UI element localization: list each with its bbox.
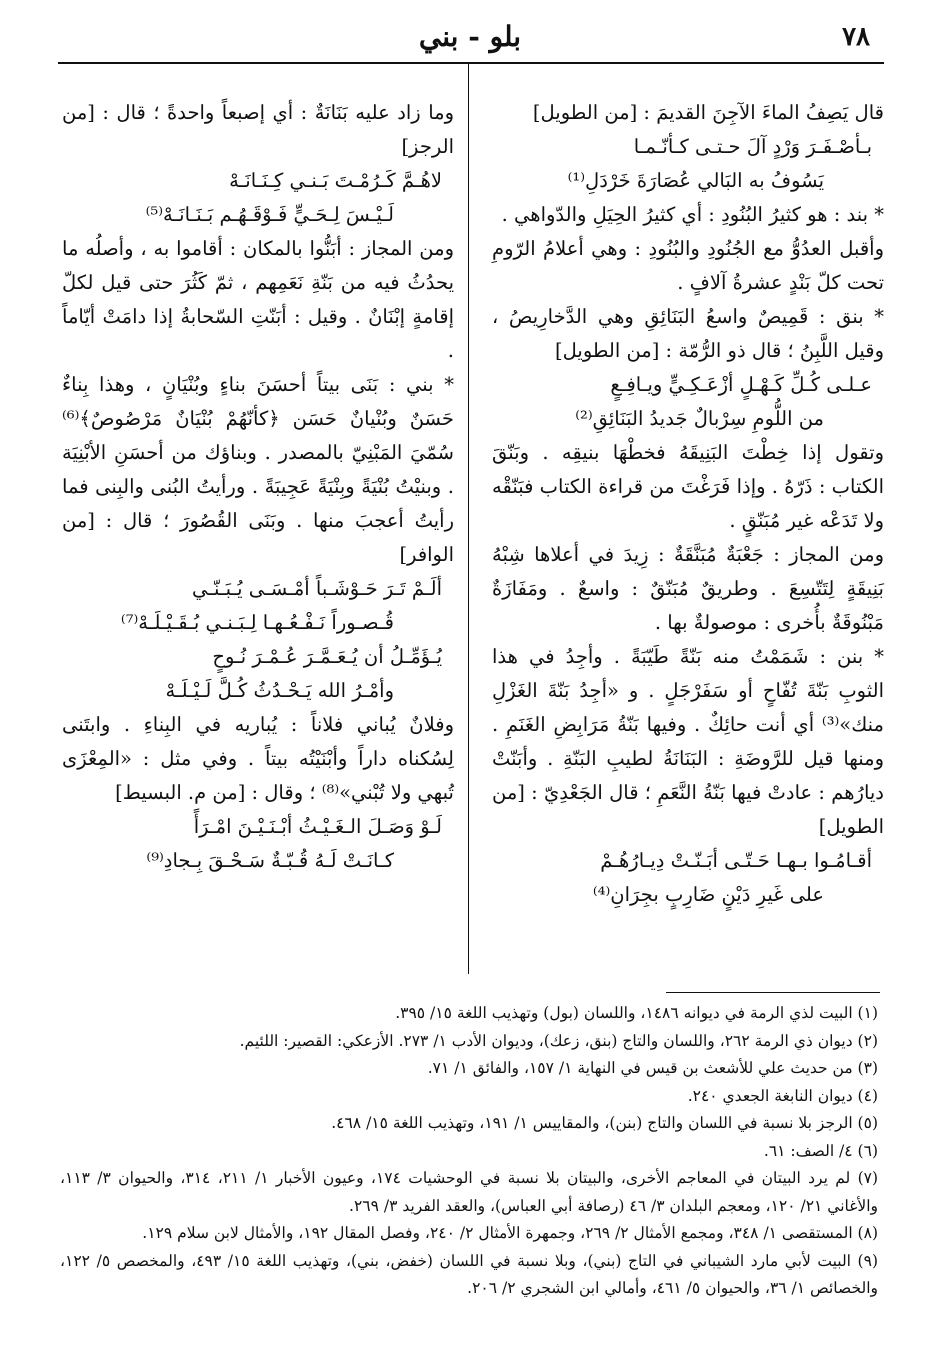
verse-line: ألَـمْ تَـرَ حَـوْشَـباً أمْـسَـى يُـبَـنّـي xyxy=(192,577,442,600)
entry-paragraph: وأقبل العدُوُّ مع الجُنُودِ والبُنُودِ : وهي أعلامُ الرّومِ تحت كلّ بَنْدٍ عشرةُ آلافٍ . xyxy=(492,237,884,294)
footnote: (٨) المستقصى ١/ ٣٤٨، ومجمع الأمثال ٢/ ٢٦٩، وجمهرة الأمثال ٢/ ٢٤٠، وفصل المقال ١٩٢، والأمثال لابن سلام ١٢٩. xyxy=(142,1224,878,1242)
poem-line xyxy=(62,164,454,198)
footnote: (٩) البيت لأبي مارد الشيباني في التاج (بني)، وبلا نسبة في اللسان (خفض، بني)، وتهذيب اللغة ١٥/ ٤٩٣، والمخصص ٥/ ١٢٢، والخصائص ١/ ٣٦، والحيوان ٥/ ٤٦١، وأمالي ابن الشجري ٢/ ٢٠٦. xyxy=(60,1251,878,1297)
entry-paragraph: ومن المجاز : أبَنُّوا بالمكان : أقاموا به ، وأصلُه ما يحدُثُ فيه من بَنّةِ نَعَمِهم ، ثمّ كَثُرَ حتى قيل لكلّ إقامةٍ إبْنَانٌ . وقيل : أبَنّتِ السّحابةُ إذا دامَتْ أيّاماً . xyxy=(62,237,454,362)
poem-line xyxy=(492,368,884,402)
poem-line xyxy=(62,198,454,232)
verse-line: وأمْـرُ الله يَـحْـدُثُ كُـلَّ لَـيْـلَـهْ xyxy=(165,679,394,702)
footnote: (٢) ديوان ذي الرمة ٢٦٢، واللسان والتاج (بنق، زعك)، وديوان الأدب ١/ ٢٧٣. الأزعكي: القصير: اللئيم. xyxy=(239,1031,878,1050)
verse-line: كـانَـتْ لَـهُ قُـبّـةٌ سَـحْـقَ بِـجادِ⁽⁹⁾ xyxy=(146,849,394,872)
verse-line: أقـامُـوا بـهـا حَـتّـى أبَـنّـتْ دِيـارُهُـمْ xyxy=(600,849,872,872)
verse-line: عـلـى كُـلِّ كَـهْـلٍ أزْعَـكِـيٍّ ويـافِـعٍ xyxy=(610,373,872,396)
page-header xyxy=(60,18,880,62)
entry-paragraph: * بنن : شَمَمْتُ منه بَنّةً طَيّبَةً . وأجِدُ في هذا الثوبِ بَنّةَ تُفّاحٍ أو سَفَرْجَلٍ . و «أجِدُ بَنّةَ الغَزْلِ منك»⁽³⁾ أي أنت حائِكٌ . وفيها بَنّةُ مَرَابِضِ الغَنَمِ . ومنها قيل للرَّوضَةِ : البَنَانَةُ لطيبِ البَنّةِ . وأبَنّتْ ديارُهم : عادتْ فيها بَنّةُ النَّعَمِ ؛ قال الجَعْدِيّ : [من الطويل] xyxy=(492,645,884,838)
footnote: (١) البيت لذي الرمة في ديوانه ١٤٨٦، واللسان (بول) وتهذيب اللغة ١٥/ ٣٩٥. xyxy=(395,1004,878,1022)
footnotes xyxy=(60,1000,878,1303)
poem-line xyxy=(492,844,884,878)
poem-line xyxy=(492,130,884,164)
poem-line xyxy=(62,606,454,640)
footnote: (٣) من حديث علي للأشعث بن قيس في النهاية ١/ ١٥٧، والفائق ١/ ٧١. xyxy=(427,1059,878,1077)
page-title: بلو - بني xyxy=(418,20,522,53)
verse-line: بـأصْـفَـرَ وَرْدٍ آلَ حـتـى كـأنّـمـا xyxy=(633,135,872,158)
poem-line xyxy=(492,402,884,436)
poem-line xyxy=(492,164,884,198)
footnote: (٥) الرجز بلا نسبة في اللسان والتاج (بنن)، والمقاييس ١/ ١٩١، وتهذيب اللغة ١٥/ ٤٦٨. xyxy=(331,1114,878,1132)
verse-line: لَـيْـسَ لِـحَـيٍّ فَـوْقَـهُـم بَـنَـانَـهْ⁽⁵⁾ xyxy=(145,203,394,226)
entry-paragraph: * بنق : قَمِيصٌ واسعُ البَنَائِقِ وهي الدَّخارِيصُ ، وقيل اللَّبِنُ ؛ قال ذو الرُّمّة : [من الطويل] xyxy=(492,305,884,362)
header-rule xyxy=(58,62,884,64)
entry-paragraph: قال يَصِفُ الماءَ الآجِنَ القديمَ : [من الطويل] xyxy=(532,101,884,124)
verse-line: لَـوْ وَصَـلَ الـغَـيْـثُ أبْـنَـيْـنَ امْـرَأً xyxy=(193,815,442,838)
entry-paragraph: وتقول إذا خِطْتَ البَنِيقَهُ فخطْهَا بنيقِه . وبَنّقَ الكتاب : ذَرّهُ . وإذا فَرَغْتَ من قراءة الكتاب فبَنّقْه ولا تَدَعْه غير مُبَنّقٍ . xyxy=(492,441,884,532)
verse-line: يُـؤَمِّـلُ أن يُـعَـمَّـرَ عُـمْـرَ نُـوحٍ xyxy=(212,645,442,668)
verse-line: يَسُوفُ به البَالي عُصَارَةَ خَرْدَلِ⁽¹⁾ xyxy=(567,169,824,192)
entry-paragraph: وفلانٌ يُباني فلاناً : يُباريه في البِناءِ . وابتَنى لِسُكناه داراً وأبْنَيْتُه بيتاً . وفي مثل : «المِعْزَى تُبهي ولا تُبْني»⁽⁸⁾ ؛ وقال : [من م. البسيط] xyxy=(62,713,454,804)
footnote: (٦) ٤/ الصف: ٦١. xyxy=(763,1141,878,1160)
entry-paragraph: * بني : بَنَى بيتاً أحسَنَ بناءٍ وبُنْيَانٍ ، وهذا بِناءٌ حَسَنٌ وبُنْيانٌ حَسَن ﴿كأنّهُمْ بُنْيَانٌ مَرْصُوصٌ﴾⁽⁶⁾ سُمّيَ المَبْنِيّ بالمصدر . وبناؤك من أحسَنِ الأبْنِيَة . وبنيْتُ بُنْيَةً وبِنْيَةً عَجِيبَةً . ورأيتُ البُنى والبِنى فما رأيتُ أعجبَ منها . وبَنَى القُصُورَ ؛ قال : [من الوافر] xyxy=(62,373,454,566)
poem-line xyxy=(62,674,454,708)
poem-line xyxy=(62,810,454,844)
column-divider xyxy=(468,64,469,974)
verse-line: قُـصـوراً نَـفْـعُـهـا لِـبَـنـي بُـقَـيْـلَـهْ⁽⁷⁾ xyxy=(120,611,394,634)
entry-paragraph: * بند : هو كثيرُ البُنُودِ : أي كثيرُ الحِيَلِ والدّواهي . xyxy=(501,203,884,226)
verse-line: على غَيرِ دَيْنٍ ضَارِبٍ بجِرَانِ⁽⁴⁾ xyxy=(592,883,824,906)
verse-line: لاهُـمَّ كَـرُمْـتَ بَـنـي كِـنَـانَـهْ xyxy=(229,169,442,192)
footnote-rule xyxy=(666,992,880,993)
entry-paragraph: وما زاد عليه بَنَانَةٌ : أي إصبعاً واحدةً ؛ قال : [من الرجز] xyxy=(62,101,454,158)
right-column xyxy=(492,96,884,912)
verse-line: من اللُّومِ سِرْبالٌ جَديدُ البَنَائِقِ⁽²⁾ xyxy=(575,407,824,430)
poem-line xyxy=(62,572,454,606)
entry-paragraph: ومن المجاز : جَعْبَةٌ مُبَنَّقَةٌ : زِيدَ في أعلاها شِبْهُ بَنِيقَةٍ لِتَتّسِعَ . وطريقٌ مُبَنّقٌ : واسعٌ . ومَفَازَةٌ مَبْنُوقَةٌ بأُخرى : موصولةٌ بها . xyxy=(492,543,884,634)
page-number: ٧٨ xyxy=(842,22,870,52)
left-column xyxy=(62,96,454,878)
poem-line xyxy=(62,640,454,674)
footnote: (٧) لم يرد البيتان في المعاجم الأخرى، والبيتان بلا نسبة في الوحشيات ١٧٤، وعيون الأخبار ١/ ٢١١، ٣١٤، والحيوان ٣/ ١١٣، والأغاني ٢١/ ١٢٠، ومعجم البلدان ٣/ ٤٦ (رصافة أبي العباس)، والعقد الفريد ٣/ ٢٦٩. xyxy=(60,1169,879,1215)
footnote: (٤) ديوان النابغة الجعدي ٢٤٠. xyxy=(687,1086,878,1105)
poem-line xyxy=(62,844,454,878)
poem-line xyxy=(492,878,884,912)
